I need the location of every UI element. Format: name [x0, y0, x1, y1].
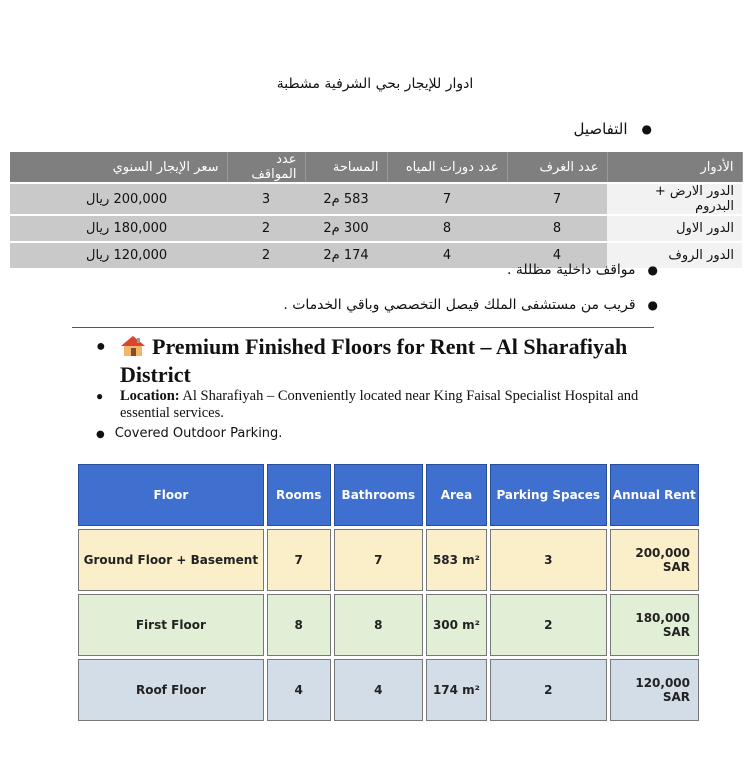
header-floor: Floor [78, 464, 264, 526]
arabic-cell-rooms: 4 [507, 242, 607, 268]
heading-line1: Premium Finished Floors for Rent – Al Sharafiyah [152, 334, 628, 359]
cell-area: 300 m² [426, 594, 487, 656]
arabic-bullet-text: قريب من مستشفى الملك فيصل التخصصي وباقي الخدمات . [283, 297, 636, 313]
english-heading [96, 333, 686, 389]
cell-rooms: 7 [267, 529, 331, 591]
cell-area: 583 m² [426, 529, 487, 591]
header-rooms: Rooms [267, 464, 331, 526]
cell-floor: First Floor [78, 594, 264, 656]
arabic-header-parking: عدد المواقف [227, 152, 305, 183]
arabic-bullet-location [283, 297, 658, 313]
bullet-icon: ● [641, 122, 652, 136]
english-details-table [75, 461, 702, 724]
location-text: Al Sharafiyah – Conveniently located near King Faisal Specialist Hospital and essential services. [120, 388, 639, 421]
bullet-icon: ● [96, 389, 104, 403]
table-row [10, 215, 742, 242]
table-row [78, 529, 699, 591]
bullet-icon: ● [647, 263, 658, 277]
cell-area: 174 m² [426, 659, 487, 721]
arabic-cell-bathrooms: 7 [387, 183, 507, 215]
cell-floor: Ground Floor + Basement [78, 529, 264, 591]
arabic-details-label: التفاصيل [573, 120, 628, 138]
cell-bathrooms: 4 [334, 659, 423, 721]
section-divider [72, 327, 654, 328]
arabic-cell-floor: الدور الارض + البدروم [607, 183, 742, 215]
arabic-cell-bathrooms: 8 [387, 215, 507, 242]
house-icon [120, 335, 146, 357]
parking-text: Covered Outdoor Parking. [114, 426, 283, 441]
arabic-details-table [10, 152, 743, 268]
bullet-icon: ● [96, 338, 106, 355]
cell-rent: 180,000 SAR [610, 594, 699, 656]
arabic-title: ادوار للإيجار بحي الشرفية مشطبة [276, 76, 474, 92]
arabic-header-area: المساحة [305, 152, 387, 183]
header-bathrooms: Bathrooms [334, 464, 423, 526]
header-parking: Parking Spaces [490, 464, 607, 526]
location-label: Location: [120, 388, 180, 404]
arabic-bullet-parking [507, 262, 658, 278]
english-table-header-row [78, 464, 699, 526]
arabic-cell-rent: 200,000 ريال [10, 183, 227, 215]
arabic-details-item [573, 120, 652, 138]
arabic-header-rooms: عدد الغرف [507, 152, 607, 183]
cell-parking: 2 [490, 659, 607, 721]
cell-rooms: 8 [267, 594, 331, 656]
bullet-icon: ● [96, 429, 105, 440]
cell-floor: Roof Floor [78, 659, 264, 721]
cell-bathrooms: 8 [334, 594, 423, 656]
arabic-cell-floor: الدور الاول [607, 215, 742, 242]
arabic-cell-parking: 2 [227, 242, 305, 268]
arabic-bullet-text: مواقف داخلية مظللة . [507, 262, 636, 278]
table-row [78, 594, 699, 656]
arabic-cell-area: 174 م2 [305, 242, 387, 268]
arabic-cell-parking: 3 [227, 183, 305, 215]
arabic-cell-rent: 180,000 ريال [10, 215, 227, 242]
table-row [10, 183, 742, 215]
heading-line2: District [120, 362, 191, 387]
arabic-cell-rent: 120,000 ريال [10, 242, 227, 268]
header-rent: Annual Rent [610, 464, 699, 526]
arabic-cell-area: 300 م2 [305, 215, 387, 242]
arabic-cell-rooms: 8 [507, 215, 607, 242]
table-row [78, 659, 699, 721]
arabic-cell-floor: الدور الروف [607, 242, 742, 268]
cell-parking: 3 [490, 529, 607, 591]
location-item [96, 388, 686, 422]
cell-bathrooms: 7 [334, 529, 423, 591]
arabic-cell-rooms: 7 [507, 183, 607, 215]
arabic-header-bathrooms: عدد دورات المياه [387, 152, 507, 183]
arabic-table-header-row [10, 152, 742, 183]
header-area: Area [426, 464, 487, 526]
bullet-icon: ● [647, 298, 658, 312]
cell-rent: 120,000 SAR [610, 659, 699, 721]
arabic-cell-bathrooms: 4 [387, 242, 507, 268]
cell-parking: 2 [490, 594, 607, 656]
arabic-header-rent: سعر الإيجار السنوي [10, 152, 227, 183]
cell-rooms: 4 [267, 659, 331, 721]
parking-item [96, 426, 282, 441]
cell-rent: 200,000 SAR [610, 529, 699, 591]
arabic-cell-parking: 2 [227, 215, 305, 242]
arabic-header-floors: الأدوار [607, 152, 742, 183]
arabic-cell-area: 583 م2 [305, 183, 387, 215]
